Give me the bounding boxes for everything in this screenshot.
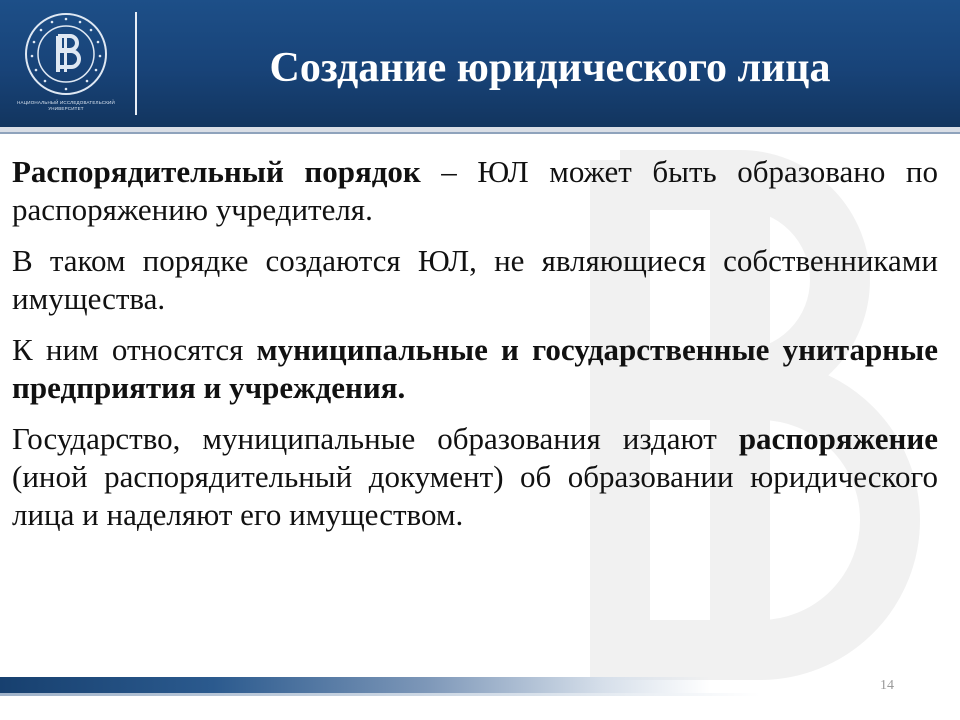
footer-bar-line [0,693,760,696]
bold-text-run: распоряжение [738,421,938,456]
paragraph [12,153,938,229]
header-band [0,0,960,127]
paragraph [12,331,938,407]
footer-bar [0,677,710,693]
text-run: В таком порядке создаются ЮЛ, не являющиеся собственниками имущества. [12,243,938,316]
text-run: Государство, муниципальные образования издают [12,421,739,456]
page-title: Создание юридического лица [269,45,831,91]
text-run: (иной распорядительный документ) об образовании юридического лица и наделяют его имуществом. [12,459,938,532]
text-run: К ним относятся [12,332,257,367]
text-run: – ЮЛ может быть образовано по распоряжению учредителя. [12,154,938,227]
page-number: 14 [880,678,894,693]
header-divider [135,12,137,115]
paragraph [12,420,938,534]
paragraph [12,242,938,318]
bold-text-run: Распорядительный порядок [12,154,421,189]
header-rule-accent [0,132,960,134]
bold-text-run: муниципальные и государственные унитарные предприятия и учреждения. [12,332,939,405]
slide-body [12,153,938,547]
logo-caption: НАЦИОНАЛЬНЫЙ ИССЛЕДОВАТЕЛЬСКИЙ УНИВЕРСИТЕТ [17,100,115,111]
